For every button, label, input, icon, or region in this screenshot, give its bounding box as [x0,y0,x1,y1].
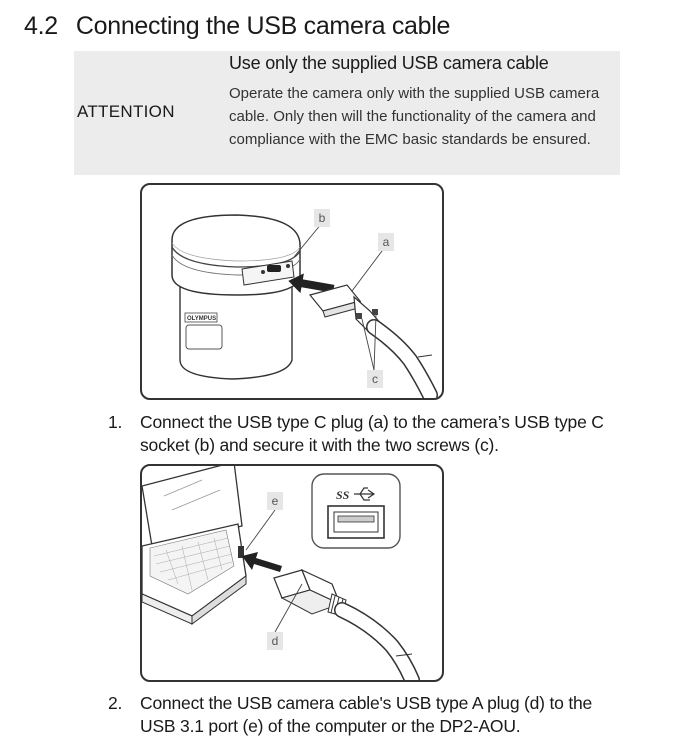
camera-connection-figure [140,183,444,400]
attention-box [74,51,620,175]
step-2-number: 2. [108,693,123,713]
callout-c: c [372,372,378,386]
callout-e: e [271,494,279,508]
step-1-number: 1. [108,412,123,432]
callout-d: d [271,634,279,648]
callout-a: a [382,235,390,249]
step-1-text: Connect the USB type C plug (a) to the camera’s USB type C socket (b) and secure it with the two screws (c). [140,412,604,455]
laptop-illustration [142,466,442,680]
attention-label: ATTENTION [77,102,175,121]
laptop-connection-figure [140,464,444,682]
step-2-text: Connect the USB camera cable's USB type A plug (d) to the USB 3.1 port (e) of the computer or the DP2-AOU. [140,693,593,736]
camera-logo: OLYMPUS [187,316,217,322]
section-number: 4.2 [24,12,58,40]
camera-illustration [142,185,442,398]
section-heading [24,12,450,41]
attention-title: Use only the supplied USB camera cable [229,53,549,73]
attention-body: Operate the camera only with the supplied USB camera cable. Only then will the functionality of the camera and compliance with the EMC basic standards be ensured. [229,85,600,148]
callout-b: b [318,211,326,225]
usb-ss-logo: SS [336,488,350,502]
section-title: Connecting the USB camera cable [75,12,451,40]
